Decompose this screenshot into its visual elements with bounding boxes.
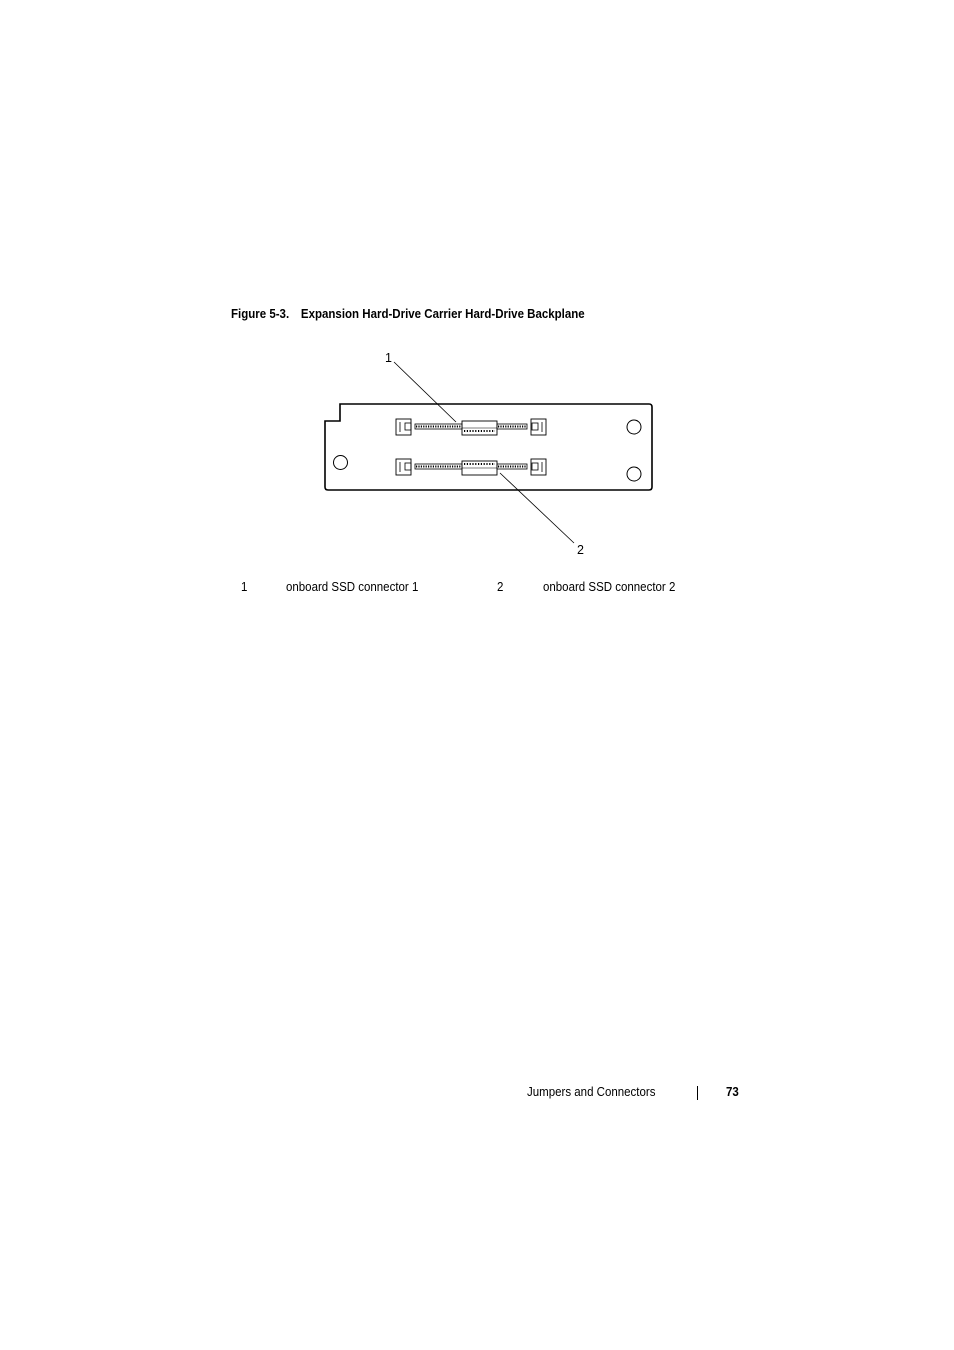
figure-number: Figure 5-3. [231,307,290,321]
figure-title: Expansion Hard-Drive Carrier Hard-Drive Backplane [300,307,585,321]
ssd-connector-2 [396,459,546,475]
mounting-hole-bottom-right [627,467,641,481]
mounting-hole-top-right [627,420,641,434]
leader-line-1 [394,362,456,422]
leader-line-2 [500,473,574,543]
legend-num-2: 2 [497,580,504,594]
mounting-hole-left [334,456,348,470]
footer-separator [697,1086,698,1100]
page-number: 73 [726,1085,739,1099]
backplane-diagram [300,340,680,570]
footer-section-title: Jumpers and Connectors [527,1085,656,1099]
legend-num-1: 1 [241,580,248,594]
backplane-board-outline [325,404,652,490]
legend-label-1: onboard SSD connector 1 [286,580,419,594]
legend-label-2: onboard SSD connector 2 [543,580,676,594]
callout-1: 1 [385,351,392,365]
callout-2: 2 [577,543,584,557]
figure-caption [231,307,585,321]
ssd-connector-1 [396,419,546,435]
